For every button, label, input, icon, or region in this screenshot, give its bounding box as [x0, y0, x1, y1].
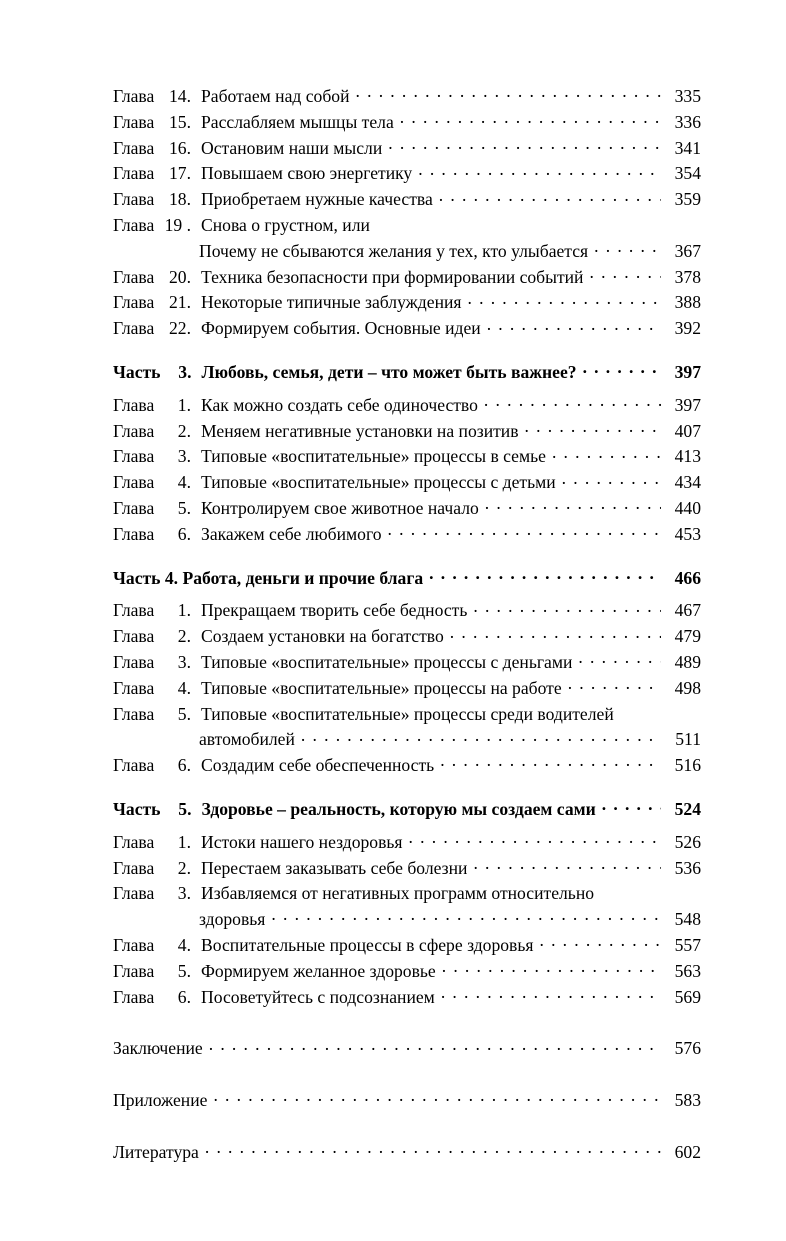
toc-trailer-list	[113, 1036, 701, 1165]
toc-page-number: 413	[674, 446, 701, 467]
toc-chapter-title: Повышаем свою энергетику	[201, 163, 413, 184]
toc-page-number: 407	[674, 420, 701, 441]
toc-chapter-entry[interactable]	[113, 856, 701, 882]
leader-dots	[589, 265, 661, 283]
toc-chapter-title-line2: автомобилей	[199, 729, 295, 750]
toc-chapter-label: Глава	[113, 497, 155, 518]
leader-dots	[418, 162, 661, 180]
table-of-contents	[113, 84, 701, 1166]
toc-chapter-entry[interactable]	[113, 522, 701, 548]
leader-dots	[552, 445, 661, 463]
toc-chapter-label: Глава	[113, 318, 155, 339]
toc-chapter-label: Глава	[113, 292, 155, 313]
toc-part-heading-text: Часть 4. Работа, деньги и прочие блага	[113, 567, 424, 588]
toc-chapter-label: Глава	[113, 626, 155, 647]
leader-dots	[484, 393, 661, 411]
toc-chapter-label: Глава	[113, 111, 155, 132]
toc-page-number: 498	[674, 677, 701, 698]
toc-chapter-title: Формируем желанное здоровье	[201, 960, 436, 981]
toc-chapter-entry[interactable]	[113, 419, 701, 445]
toc-chapter-entry[interactable]	[113, 213, 701, 239]
toc-chapter-number: 2.	[177, 626, 191, 647]
toc-chapter-title: Типовые «воспитательные» процессы с деньгами	[201, 651, 573, 672]
toc-chapter-number: 6.	[177, 755, 191, 776]
leader-dots	[487, 317, 661, 335]
toc-chapter-title: Создадим себе обеспеченность	[201, 755, 435, 776]
leader-dots	[485, 496, 661, 514]
toc-chapter-title: Работаем над собой	[201, 86, 350, 106]
toc-chapter-label: Глава	[113, 677, 155, 698]
leader-dots	[539, 933, 661, 951]
toc-part-title: Любовь, семья, дети – что может быть важнее?	[201, 361, 577, 382]
toc-chapter-label: Глава	[113, 651, 155, 672]
toc-chapter-number: 5.	[177, 703, 191, 724]
toc-chapter-title: Некоторые типичные заблуждения	[201, 292, 462, 313]
toc-chapter-entry[interactable]	[113, 959, 701, 985]
toc-part-number: 3.	[178, 361, 192, 382]
toc-chapter-number: 20.	[169, 266, 191, 287]
toc-page-number: 335	[674, 86, 701, 106]
leader-dots	[440, 754, 661, 772]
leader-dots	[562, 471, 661, 489]
toc-chapter-entry[interactable]	[113, 702, 701, 728]
leader-dots	[441, 985, 661, 1003]
toc-chapter-title-continuation[interactable]	[113, 907, 701, 933]
toc-part-heading[interactable]	[113, 360, 701, 386]
toc-chapter-entry[interactable]	[113, 110, 701, 136]
leader-dots	[213, 1089, 661, 1107]
toc-entry-list	[113, 84, 701, 1010]
leader-dots	[301, 728, 661, 746]
toc-page-number: 440	[674, 497, 701, 518]
toc-chapter-entry[interactable]	[113, 136, 701, 162]
toc-chapter-number: 1.	[177, 831, 191, 852]
toc-page-number: 526	[674, 831, 701, 852]
toc-chapter-label: Глава	[113, 266, 155, 287]
toc-page-number: 563	[674, 960, 701, 981]
toc-page-number: 467	[674, 600, 701, 621]
toc-page-number: 392	[674, 318, 701, 339]
toc-page-number: 397	[674, 394, 701, 415]
toc-chapter-label: Глава	[113, 189, 155, 210]
toc-chapter-title-continuation[interactable]	[113, 727, 701, 753]
toc-chapter-title: Меняем негативные установки на позитив	[201, 420, 519, 441]
toc-chapter-number: 5.	[177, 960, 191, 981]
leader-dots	[602, 797, 661, 815]
toc-chapter-entry[interactable]	[113, 496, 701, 522]
toc-chapter-number: 22.	[169, 318, 191, 339]
toc-chapter-label: Глава	[113, 137, 155, 158]
toc-chapter-title: Типовые «воспитательные» процессы на работе	[201, 677, 562, 698]
toc-chapter-title: Приобретаем нужные качества	[201, 189, 433, 210]
leader-dots	[583, 360, 661, 378]
toc-chapter-entry[interactable]	[113, 161, 701, 187]
leader-dots	[388, 522, 661, 540]
toc-chapter-number: 4.	[177, 934, 191, 955]
leader-dots	[388, 136, 661, 154]
toc-part-label: Часть	[113, 798, 161, 819]
toc-chapter-number: 17.	[169, 163, 191, 184]
toc-chapter-entry[interactable]	[113, 444, 701, 470]
toc-chapter-number: 4.	[177, 677, 191, 698]
toc-trailer-entry[interactable]	[113, 1036, 701, 1062]
toc-chapter-entry[interactable]	[113, 598, 701, 624]
toc-chapter-label: Глава	[113, 986, 155, 1007]
toc-chapter-entry[interactable]	[113, 470, 701, 496]
toc-chapter-title: Типовые «воспитательные» процессы в семье	[201, 446, 546, 467]
toc-chapter-number: 5.	[177, 497, 191, 518]
leader-dots	[439, 188, 661, 206]
toc-part-heading[interactable]	[113, 797, 701, 823]
toc-chapter-label: Глава	[113, 934, 155, 955]
toc-chapter-title: Расслабляем мышцы тела	[201, 111, 394, 132]
toc-chapter-title: Типовые «воспитательные» процессы среди водителей	[201, 703, 614, 724]
toc-chapter-number: 3.	[177, 883, 191, 904]
toc-page-number: 524	[674, 798, 701, 819]
toc-chapter-number: 3.	[177, 446, 191, 467]
toc-chapter-label: Глава	[113, 831, 155, 852]
toc-chapter-number: 2.	[177, 857, 191, 878]
toc-chapter-number: 6.	[177, 986, 191, 1007]
toc-part-heading[interactable]	[113, 566, 701, 592]
toc-page-number: 489	[674, 651, 701, 672]
toc-chapter-number: 1.	[177, 600, 191, 621]
toc-page-number: 367	[674, 240, 701, 261]
toc-chapter-title-line2: здоровья	[199, 909, 266, 930]
toc-chapter-title: Типовые «воспитательные» процессы с детьми	[201, 472, 556, 493]
toc-chapter-label: Глава	[113, 86, 155, 106]
toc-chapter-label: Глава	[113, 163, 155, 184]
leader-dots	[442, 959, 661, 977]
toc-chapter-entry[interactable]	[113, 316, 701, 342]
leader-dots	[450, 625, 661, 643]
leader-dots	[205, 1140, 661, 1158]
toc-chapter-entry[interactable]	[113, 676, 701, 702]
toc-chapter-number: 3.	[177, 651, 191, 672]
toc-trailer-title: Литература	[113, 1141, 199, 1162]
leader-dots	[473, 599, 661, 617]
leader-dots	[409, 830, 661, 848]
toc-page-number: 557	[674, 934, 701, 955]
toc-chapter-title: Техника безопасности при формировании событий	[201, 266, 584, 287]
toc-chapter-title: Контролируем свое животное начало	[201, 497, 479, 518]
toc-chapter-number: 2.	[177, 420, 191, 441]
toc-chapter-label: Глава	[113, 960, 155, 981]
leader-dots	[468, 291, 662, 309]
toc-chapter-number: 18.	[169, 189, 191, 210]
toc-chapter-label: Глава	[113, 883, 155, 904]
toc-chapter-label: Глава	[113, 472, 155, 493]
toc-chapter-title: Снова о грустном, или	[201, 214, 370, 235]
toc-chapter-label: Глава	[113, 394, 155, 415]
toc-chapter-title: Перестаем заказывать себе болезни	[201, 857, 468, 878]
toc-page-number: 576	[674, 1038, 701, 1059]
toc-page-number: 569	[674, 986, 701, 1007]
toc-chapter-title-line2: Почему не сбываются желания у тех, кто улыбается	[199, 240, 589, 261]
toc-chapter-entry[interactable]	[113, 650, 701, 676]
leader-dots	[271, 908, 661, 926]
toc-chapter-entry[interactable]	[113, 393, 701, 419]
leader-dots	[578, 650, 661, 668]
toc-page-number: 354	[674, 163, 701, 184]
leader-dots	[473, 856, 661, 874]
leader-dots	[594, 239, 661, 257]
toc-chapter-entry[interactable]	[113, 881, 701, 907]
toc-chapter-title: Воспитательные процессы в сфере здоровья	[201, 934, 534, 955]
toc-chapter-number: 6.	[177, 523, 191, 544]
leader-dots	[568, 676, 661, 694]
toc-chapter-title-continuation[interactable]	[113, 239, 701, 265]
toc-trailer-entry[interactable]	[113, 1088, 701, 1114]
toc-page-number: 536	[674, 857, 701, 878]
toc-chapter-entry[interactable]	[113, 985, 701, 1011]
toc-chapter-label: Глава	[113, 600, 155, 621]
leader-dots	[525, 419, 661, 437]
toc-chapter-title: Создаем установки на богатство	[201, 626, 444, 647]
toc-chapter-label: Глава	[113, 420, 155, 441]
toc-page-number: 378	[674, 266, 701, 287]
toc-chapter-number: 15.	[169, 111, 191, 132]
toc-chapter-title: Истоки нашего нездоровья	[201, 831, 403, 852]
toc-part-label: Часть	[113, 361, 161, 382]
toc-chapter-entry[interactable]	[113, 830, 701, 856]
leader-dots	[429, 566, 661, 584]
toc-page-number: 453	[674, 523, 701, 544]
toc-chapter-title: Посоветуйтесь с подсознанием	[201, 986, 435, 1007]
toc-chapter-title: Закажем себе любимого	[201, 523, 382, 544]
toc-chapter-entry[interactable]	[113, 265, 701, 291]
toc-page-number: 548	[674, 909, 701, 930]
toc-chapter-number: 14.	[169, 86, 191, 106]
toc-chapter-number: 4.	[177, 472, 191, 493]
toc-page-number: 583	[674, 1090, 701, 1111]
toc-chapter-label: Глава	[113, 214, 155, 235]
toc-chapter-entry[interactable]	[113, 84, 701, 110]
toc-chapter-number: 16.	[169, 137, 191, 158]
leader-dots	[209, 1037, 661, 1055]
toc-page-number: 511	[675, 729, 701, 750]
toc-page-number: 336	[674, 111, 701, 132]
toc-page-number: 466	[674, 567, 701, 588]
toc-chapter-entry[interactable]	[113, 187, 701, 213]
toc-chapter-title: Избавляемся от негативных программ относительно	[201, 883, 595, 904]
toc-chapter-title: Остановим наши мысли	[201, 137, 383, 158]
leader-dots	[400, 110, 661, 128]
toc-chapter-label: Глава	[113, 755, 155, 776]
toc-chapter-number: 21.	[169, 292, 191, 313]
toc-chapter-title: Формируем события. Основные идеи	[201, 318, 481, 339]
toc-page-number: 341	[674, 137, 701, 158]
leader-dots	[356, 84, 661, 102]
toc-part-number: 5.	[178, 798, 192, 819]
toc-page-number: 434	[674, 472, 701, 493]
toc-trailer-entry[interactable]	[113, 1140, 701, 1166]
toc-chapter-entry[interactable]	[113, 290, 701, 316]
toc-chapter-label: Глава	[113, 446, 155, 467]
toc-chapter-label: Глава	[113, 857, 155, 878]
toc-chapter-title: Как можно создать себе одиночество	[201, 394, 478, 415]
toc-chapter-entry[interactable]	[113, 933, 701, 959]
toc-chapter-label: Глава	[113, 523, 155, 544]
toc-part-title: Здоровье – реальность, которую мы создаем сами	[201, 798, 596, 819]
toc-page-number: 388	[674, 292, 701, 313]
toc-trailer-title: Приложение	[113, 1090, 208, 1111]
toc-chapter-number: 19 .	[164, 214, 191, 235]
toc-page-number: 479	[674, 626, 701, 647]
toc-page-number: 516	[674, 755, 701, 776]
toc-trailer-title: Заключение	[113, 1038, 203, 1059]
toc-page-number: 359	[674, 189, 701, 210]
toc-chapter-label: Глава	[113, 703, 155, 724]
toc-chapter-title: Прекращаем творить себе бедность	[201, 600, 468, 621]
toc-page-number: 602	[674, 1141, 701, 1162]
toc-chapter-number: 1.	[177, 394, 191, 415]
toc-page-number: 397	[674, 361, 701, 382]
toc-chapter-entry[interactable]	[113, 624, 701, 650]
toc-chapter-entry[interactable]	[113, 753, 701, 779]
